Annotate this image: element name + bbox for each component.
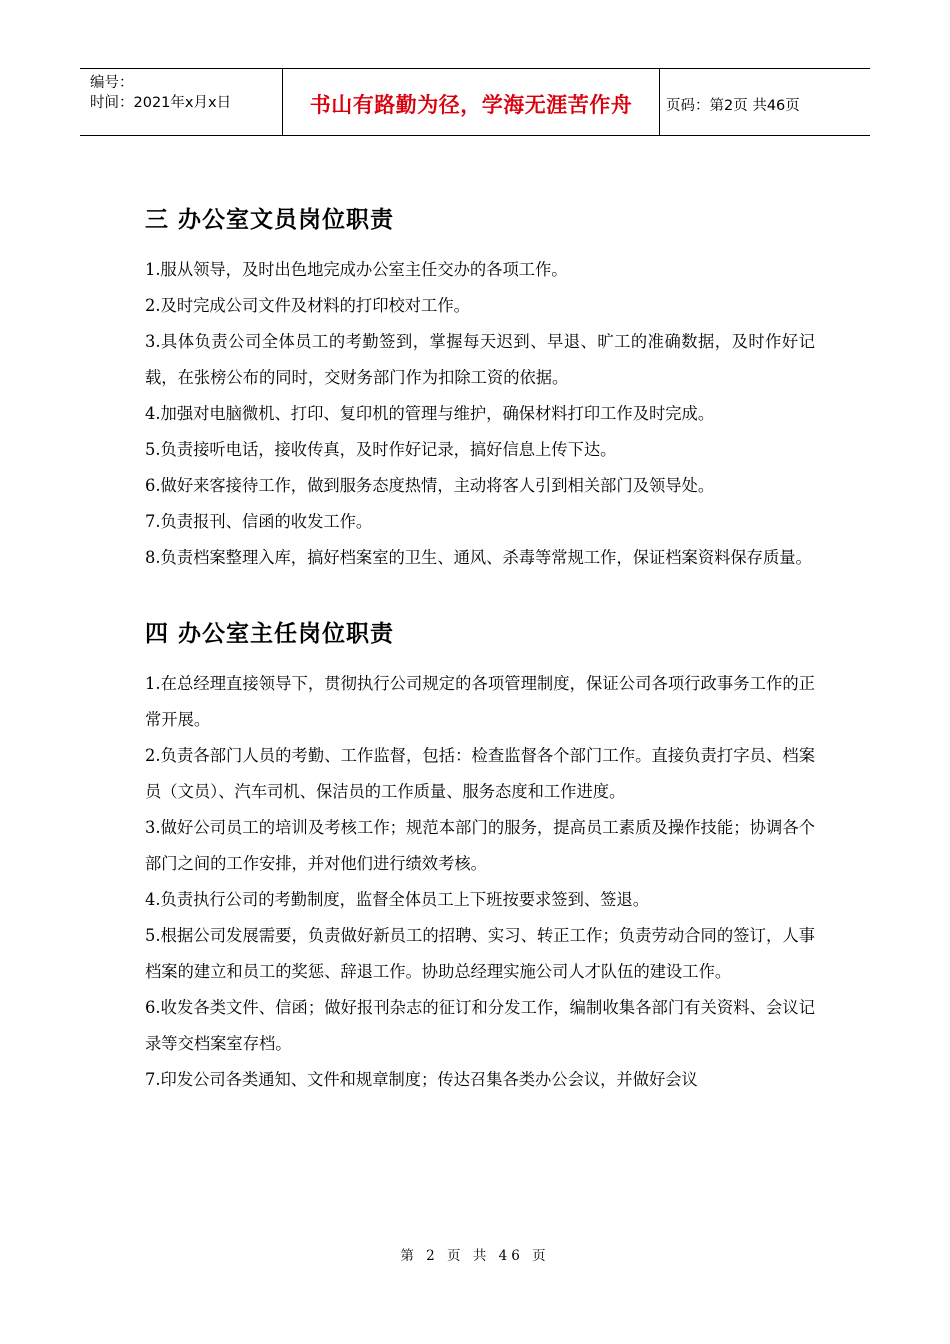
list-item: 3.具体负责公司全体员工的考勤签到，掌握每天迟到、早退、旷工的准确数据，及时作好记载，在张榜公布的同时，交财务部门作为扣除工资的依据。 (145, 332, 815, 387)
list-item: 6.做好来客接待工作，做到服务态度热情，主动将客人引到相关部门及领导处。 (145, 476, 715, 495)
list-item: 2.及时完成公司文件及材料的打印校对工作。 (145, 296, 470, 315)
list-item: 1.服从领导，及时出色地完成办公室主任交办的各项工作。 (145, 260, 568, 279)
list-item: 2.负责各部门人员的考勤、工作监督，包括：检查监督各个部门工作。直接负责打字员、档案员（文员）、汽车司机、保洁员的工作质量、服务态度和工作进度。 (145, 746, 815, 801)
page-header (80, 68, 870, 136)
list-item: 5.负责接听电话，接收传真，及时作好记录，搞好信息上传下达。 (145, 440, 617, 459)
document-date: 时间：2021年x月x日 (90, 95, 232, 111)
document-number-label: 编号： (90, 75, 134, 91)
header-motto: 书山有路勤为径，学海无涯苦作舟 (282, 69, 660, 135)
list-item: 6.收发各类文件、信函；做好报刊杂志的征订和分发工作，编制收集各部门有关资料、会议记录等交档案室存档。 (145, 998, 815, 1053)
header-page-info: 页码：第2页 共46页 (666, 97, 800, 114)
list-item: 7.负责报刊、信函的收发工作。 (145, 512, 373, 531)
list-item: 4.加强对电脑微机、打印、复印机的管理与维护，确保材料打印工作及时完成。 (145, 404, 715, 423)
document-body (145, 196, 815, 1098)
list-item: 1.在总经理直接领导下，贯彻执行公司规定的各项管理制度，保证公司各项行政事务工作的正常开展。 (145, 674, 815, 729)
section-title-director: 四 办公室主任岗位职责 (145, 621, 395, 647)
page-footer: 第 2 页 共 46 页 (400, 1248, 550, 1264)
list-item: 7.印发公司各类通知、文件和规章制度；传达召集各类办公会议，并做好会议 (145, 1070, 698, 1089)
list-item: 4.负责执行公司的考勤制度，监督全体员工上下班按要求签到、签退。 (145, 890, 649, 909)
list-item: 8.负责档案整理入库，搞好档案室的卫生、通风、杀毒等常规工作，保证档案资料保存质量。 (145, 548, 812, 567)
section-title-clerk: 三 办公室文员岗位职责 (145, 207, 395, 233)
list-item: 5.根据公司发展需要，负责做好新员工的招聘、实习、转正工作；负责劳动合同的签订，人事档案的建立和员工的奖惩、辞退工作。协助总经理实施公司人才队伍的建设工作。 (145, 926, 815, 981)
header-meta (80, 69, 282, 135)
list-item: 3.做好公司员工的培训及考核工作；规范本部门的服务，提高员工素质及操作技能；协调各个部门之间的工作安排，并对他们进行绩效考核。 (145, 818, 815, 873)
